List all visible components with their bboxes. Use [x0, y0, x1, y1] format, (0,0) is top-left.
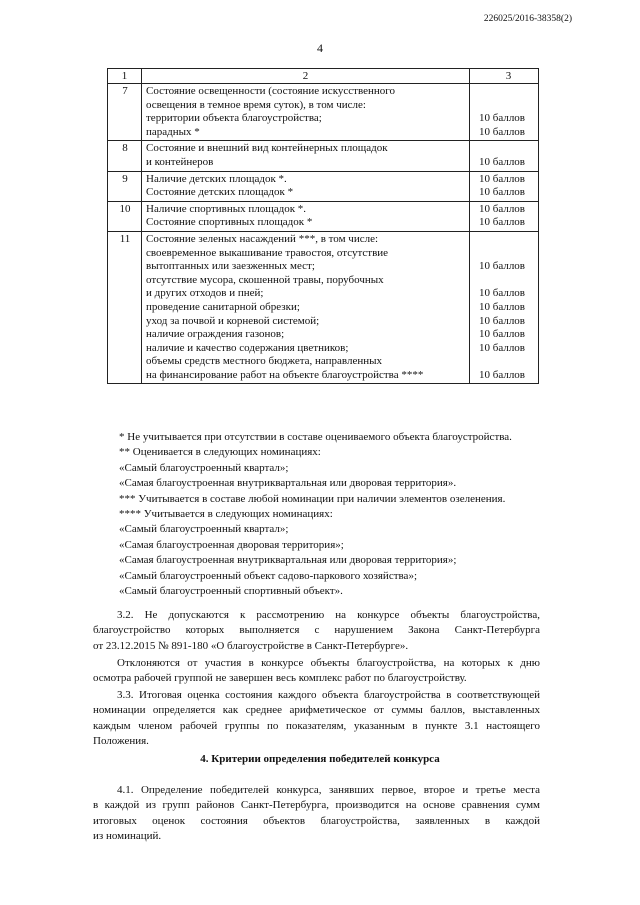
score-value: 10 баллов [479, 260, 525, 273]
criterion-line: отсутствие мусора, скошенной травы, порубочных [146, 273, 384, 286]
footnote-line: *** Учитывается в составе любой номинации при наличии элементов озеленения. [119, 492, 506, 505]
footnote-line: «Самый благоустроенный объект садово-паркового хозяйства»; [119, 569, 417, 582]
score-cell [470, 141, 539, 171]
criterion-cell [142, 141, 470, 171]
score-value: 10 баллов [479, 341, 525, 354]
criterion-cell [142, 231, 470, 384]
footnote-line: «Самый благоустроенный квартал»; [119, 461, 289, 474]
col-header: 2 [142, 69, 470, 84]
score-value: 10 баллов [479, 368, 525, 381]
row-number: 7 [108, 84, 142, 141]
criteria-table [107, 68, 539, 384]
score-value: 10 баллов [479, 112, 525, 125]
criterion-line: и контейнеров [146, 155, 214, 168]
criterion-cell [142, 84, 470, 141]
criterion-line: Состояние детских площадок * [146, 186, 294, 199]
footnote-line: «Самая благоустроенная внутриквартальная или дворовая территория»; [119, 554, 457, 567]
score-value: 10 баллов [479, 300, 525, 313]
score-cell [470, 84, 539, 141]
paragraph-line: из номинаций. [93, 830, 162, 843]
criterion-line: своевременное выкашивание травостоя, отсутствие [146, 246, 389, 259]
paragraph-line: Положения. [93, 735, 149, 748]
score-spacer [479, 233, 535, 247]
paragraph-line: 4.1. Определение победителей конкурса, занявших первое, второе и третье места [117, 784, 540, 796]
table-header-row [108, 69, 539, 84]
table-row [108, 231, 539, 384]
criterion-line: Состояние и внешний вид контейнерных площадок [146, 142, 388, 155]
criterion-line: наличие ограждения газонов; [146, 328, 285, 341]
criterion-line: уход за почвой и корневой системой; [146, 314, 320, 327]
col-header: 3 [470, 69, 539, 84]
paragraph-4-1 [93, 783, 540, 845]
footnote-line: «Самый благоустроенный спортивный объект». [119, 585, 343, 598]
table-row [108, 171, 539, 201]
footnotes [119, 430, 559, 599]
footnote-line: * Не учитывается при отсутствии в составе оцениваемого объекта благоустройства. [119, 431, 512, 443]
paragraph-line: благоустройство которых выполняется с нарушением Закона Санкт-Петербурга [93, 624, 540, 637]
paragraph-line: в каждой из групп районов Санкт-Петербурга, производится на основе сравнения сумм [93, 799, 540, 812]
row-number: 10 [108, 201, 142, 231]
paragraph-line: 3.3. Итоговая оценка состояния каждого объекта благоустройства в соответствующей [117, 689, 540, 701]
criterion-line: вытоптанных или заезженных мест; [146, 260, 315, 273]
score-value: 10 баллов [479, 202, 525, 215]
score-value: 10 баллов [479, 125, 525, 138]
score-spacer [479, 99, 535, 113]
score-value: 10 баллов [479, 172, 525, 185]
paragraph-line: Отклоняются от участия в конкурсе объекты благоустройства, на которых к дню [117, 657, 540, 669]
score-spacer [479, 142, 535, 156]
row-number: 11 [108, 231, 142, 384]
criterion-line: Наличие детских площадок *. [146, 172, 287, 185]
section-heading: 4. Критерии определения победителей конкурса [200, 753, 440, 765]
score-spacer [479, 355, 535, 369]
footnote-line: ** Оценивается в следующих номинациях: [119, 446, 321, 459]
score-cell [470, 231, 539, 384]
page-number: 4 [317, 41, 323, 55]
score-value: 10 баллов [479, 186, 525, 199]
table-row [108, 84, 539, 141]
criterion-line: освещения в темное время суток), в том числе: [146, 98, 366, 111]
score-value: 10 баллов [479, 328, 525, 341]
row-number: 8 [108, 141, 142, 171]
paragraph-line: от 23.12.2015 № 891-180 «О благоустройстве в Санкт-Петербурге». [93, 639, 409, 652]
col-header: 1 [108, 69, 142, 84]
score-spacer [479, 247, 535, 261]
score-spacer [479, 85, 535, 99]
score-value: 10 баллов [479, 314, 525, 327]
criterion-line: и других отходов и пней; [146, 287, 264, 300]
footnote-line: **** Учитывается в следующих номинациях: [119, 508, 333, 521]
criterion-line: проведение санитарной обрезки; [146, 300, 300, 313]
criterion-line: территории объекта благоустройства; [146, 112, 322, 125]
criterion-cell [142, 201, 470, 231]
score-value: 10 баллов [479, 216, 525, 229]
criterion-line: Состояние спортивных площадок * [146, 216, 313, 229]
paragraph-line: каждым членом рабочей группы по показателям, указанным в пункте 3.1 настоящего [93, 719, 540, 732]
score-cell [470, 171, 539, 201]
paragraph-line: 3.2. Не допускаются к рассмотрению на конкурсе объекты благоустройства, [117, 609, 540, 621]
table-body [108, 84, 539, 384]
row-number: 9 [108, 171, 142, 201]
criterion-cell [142, 171, 470, 201]
criterion-line: Наличие спортивных площадок *. [146, 202, 307, 215]
score-value: 10 баллов [479, 155, 525, 168]
paragraph-3-3 [93, 688, 540, 750]
paragraph-3-2 [93, 608, 540, 654]
score-cell [470, 201, 539, 231]
criterion-line: парадных * [146, 125, 200, 138]
footnote-line: «Самый благоустроенный квартал»; [119, 523, 289, 536]
score-value: 10 баллов [479, 287, 525, 300]
footnote-line: «Самая благоустроенная дворовая территория»; [119, 538, 344, 551]
paragraph-reject [93, 656, 540, 687]
criterion-line: на финансирование работ на объекте благоустройства **** [146, 368, 424, 381]
criterion-line: Состояние освещенности (состояние искусственного [146, 85, 395, 97]
criterion-line: объемы средств местного бюджета, направленных [146, 355, 383, 368]
footnote-line: «Самая благоустроенная внутриквартальная или дворовая территория». [119, 477, 457, 490]
table-row [108, 141, 539, 171]
doc-code: 226025/2016-38358(2) [483, 14, 572, 24]
criterion-line: Состояние зеленых насаждений ***, в том числе: [146, 232, 379, 245]
paragraph-line: номинации определяется как среднее арифметическое от суммы баллов, выставленных [93, 704, 540, 717]
paragraph-line: осмотра рабочей группой не завершен весь комплекс работ по благоустройству. [93, 672, 467, 685]
paragraph-line: итоговых оценок состояния объектов благоустройства, заявленных в каждой [93, 814, 540, 827]
table-row [108, 201, 539, 231]
criterion-line: наличие и качество содержания цветников; [146, 341, 349, 354]
score-spacer [479, 274, 535, 288]
